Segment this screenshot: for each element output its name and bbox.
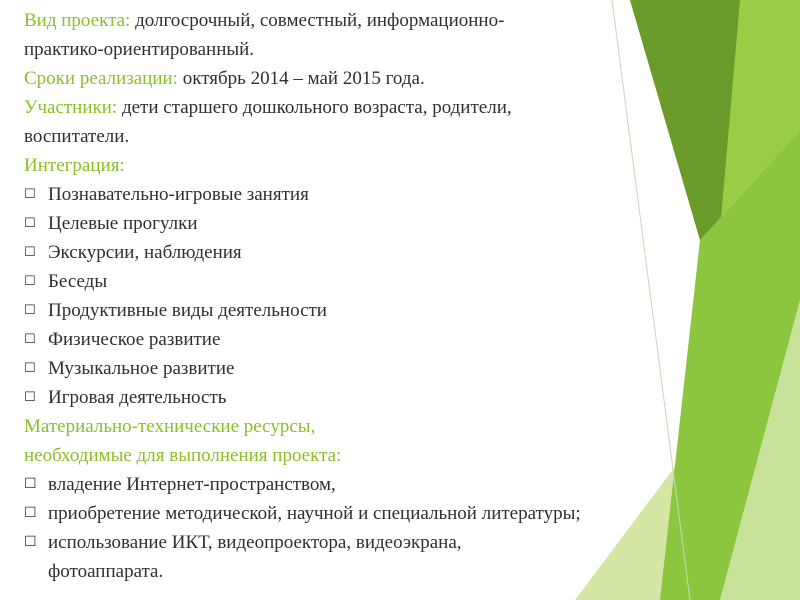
list-item: ☐ Целевые прогулки bbox=[24, 209, 764, 238]
list-item: ☐ Познавательно-игровые занятия bbox=[24, 180, 764, 209]
list-item-continuation: фотоаппарата. bbox=[48, 561, 164, 582]
list-item: ☐ Экскурсии, наблюдения bbox=[24, 238, 764, 267]
project-type-line-1 bbox=[24, 6, 764, 35]
checkbox-icon: ☐ bbox=[24, 303, 36, 318]
list-item: ☐ Музыкальное развитие bbox=[24, 354, 764, 383]
checkbox-icon: ☐ bbox=[24, 390, 36, 405]
list-item: ☐ Физическое развитие bbox=[24, 325, 764, 354]
slide-content bbox=[24, 6, 764, 586]
list-item: ☐ Игровая деятельность bbox=[24, 383, 764, 412]
timeline-label: Сроки реализации: bbox=[24, 68, 178, 89]
checkbox-icon: ☐ bbox=[24, 274, 36, 289]
checkbox-icon: ☐ bbox=[24, 187, 36, 202]
project-type-text: долгосрочный, совместный, информационно- bbox=[130, 10, 505, 31]
list-item: ☐ Беседы bbox=[24, 267, 764, 296]
bullet-icon: ☐ bbox=[24, 476, 37, 492]
participants-label: Участники: bbox=[24, 97, 122, 118]
integration-list bbox=[24, 180, 764, 412]
project-type-line-2: практико-ориентированный. bbox=[24, 39, 255, 60]
list-item: ☐ использование ИКТ, видеопроектора, видеоэкрана, bbox=[24, 528, 764, 557]
participants-line-1 bbox=[24, 93, 764, 122]
list-item: ☐ Продуктивные виды деятельности bbox=[24, 296, 764, 325]
checkbox-icon: ☐ bbox=[24, 332, 36, 347]
timeline-line bbox=[24, 64, 764, 93]
resources-list bbox=[24, 470, 764, 586]
integration-heading: Интеграция: bbox=[24, 155, 125, 176]
resources-heading-line-1: Материально-технические ресурсы, bbox=[24, 416, 316, 437]
list-item: ☐ владение Интернет-пространством, bbox=[24, 470, 764, 499]
project-type-label: Вид проекта: bbox=[24, 10, 131, 31]
participants-text: дети старшего дошкольного возраста, родители, bbox=[121, 97, 512, 118]
checkbox-icon: ☐ bbox=[24, 216, 36, 231]
list-item: ☐ приобретение методической, научной и специальной литературы; bbox=[24, 499, 764, 528]
bullet-icon: ☐ bbox=[24, 505, 37, 521]
checkbox-icon: ☐ bbox=[24, 361, 36, 376]
bullet-icon: ☐ bbox=[24, 534, 37, 550]
resources-heading-line-2: необходимые для выполнения проекта: bbox=[24, 445, 342, 466]
participants-line-2: воспитатели. bbox=[24, 126, 130, 147]
timeline-text: октябрь 2014 – май 2015 года. bbox=[177, 68, 425, 89]
checkbox-icon: ☐ bbox=[24, 245, 36, 260]
